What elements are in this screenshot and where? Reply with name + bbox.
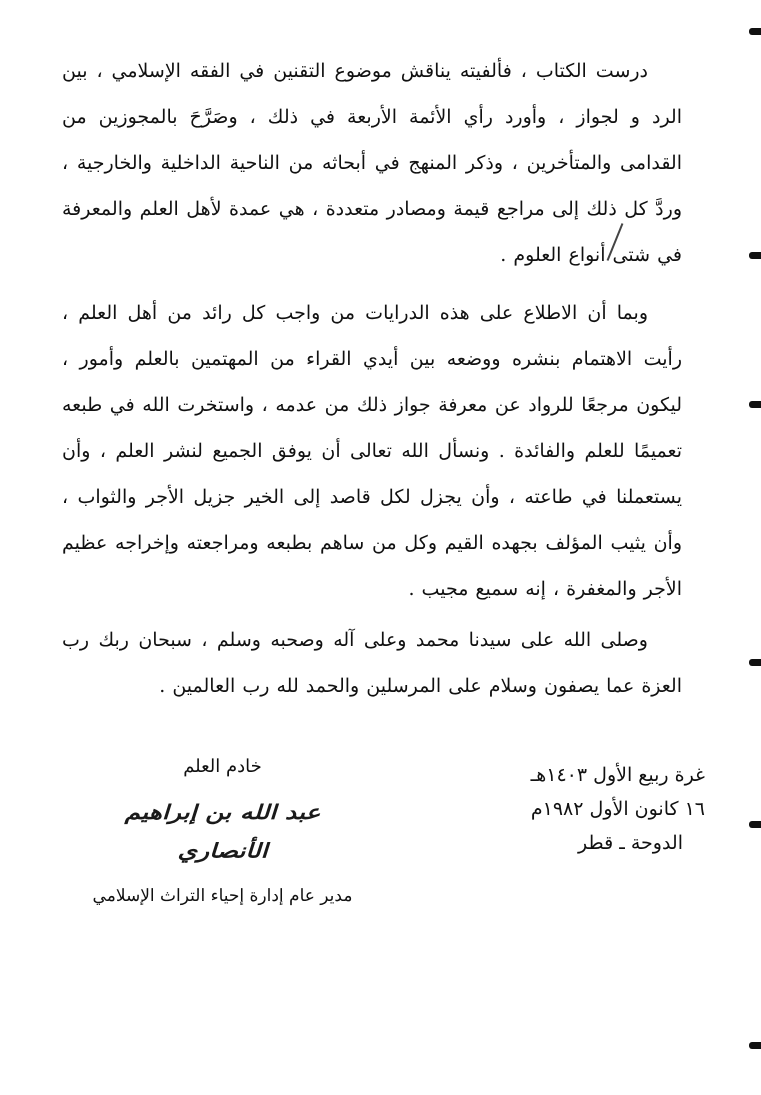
- gregorian-date: ١٦ كانون الأول ١٩٨٢م: [530, 798, 705, 820]
- hijri-date: غرة ربيع الأول ١٤٠٣هـ: [530, 764, 705, 786]
- scan-edge-mark: [749, 659, 761, 666]
- signature-block: [90, 750, 355, 912]
- scan-edge-mark: [749, 252, 761, 259]
- signature-name: عبد الله بن إبراهيم الأنصاري: [124, 800, 321, 863]
- paragraph-text: وبما أن الاطلاع على هذه الدرايات من واجب كل رائد من أهل العلم ، رأيت الاهتمام بنشره ووضعه بين أيدي القراء من المهتمين بالعلم وأمور ، ليكون مرجعًا للرواد عن معرفة جواز ذلك من عدمه ، واستخرت الله في طبعه تعميمًا للعلم والفائدة . ونسأل الله تعالى أن يوفق الجميع لنشر العلم ، وأن يستعملنا في طاعته ، وأن يجزل لكل قاصد إلى الخير جزيل الأجر والثواب ، وأن يثيب المؤلف بجهده القيم وكل من ساهم بطبعه ومراجعته وإخراجه عظيم الأجر والمغفرة ، إنه سميع مجيب .: [62, 302, 682, 600]
- paragraph-1: [62, 48, 682, 278]
- signature-title: خادم العلم: [183, 756, 262, 777]
- place-name: الدوحة ـ قطر: [578, 832, 683, 854]
- scan-edge-mark: [749, 28, 761, 35]
- scan-edge-mark: [749, 821, 761, 828]
- paragraph-text: درست الكتاب ، فألفيته يناقش موضوع التقنين في الفقه الإسلامي ، بين الرد و لجواز ، وأورد رأي الأئمة الأربعة في ذلك ، وصَرَّحَ بالمجوزين من القدامى والمتأخرين ، وذكر المنهج في أبحاثه من الناحية الداخلية والخارجية ، وردَّ كل ذلك إلى مراجع قيمة ومصادر متعددة ، هي عمدة لأهل العلم والمعرفة في شتى أنواع العلوم .: [62, 60, 682, 266]
- scan-edge-mark: [749, 1042, 761, 1049]
- paragraph-2: [62, 290, 682, 612]
- date-block: [485, 758, 705, 860]
- scan-edge-mark: [749, 401, 761, 408]
- signature-role: مدير عام إدارة إحياء التراث الإسلامي: [92, 886, 353, 906]
- paragraph-3: [62, 617, 682, 709]
- paragraph-text: وصلى الله على سيدنا محمد وعلى آله وصحبه وسلم ، سبحان ربك رب العزة عما يصفون وسلام على المرسلين والحمد لله رب العالمين .: [62, 629, 682, 697]
